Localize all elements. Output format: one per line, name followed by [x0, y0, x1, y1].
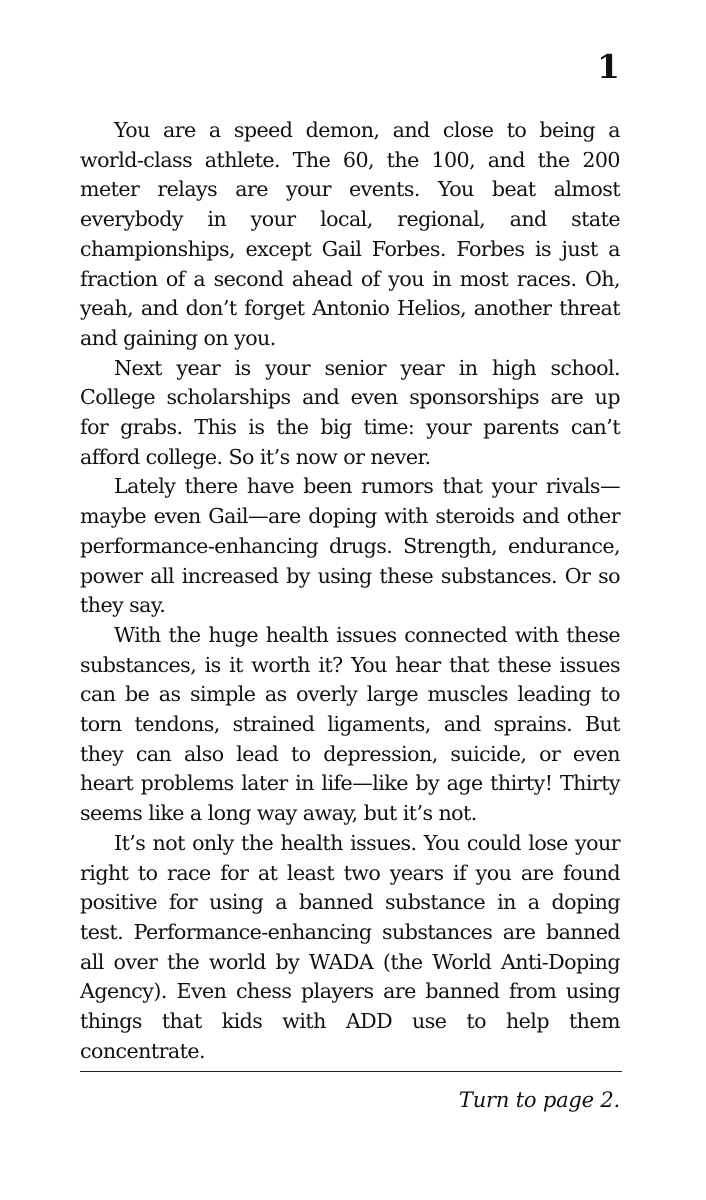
story-paragraph-1: You are a speed demon, and close to being a world-class athlete. The 60, the 100, and the 200 meter relays are your events. You beat almost everybody in your local, regional, and state championships, except Gail Forbes. Forbes is just a fraction of a second ahead of you in most races. Oh, yeah, and don’t forget Antonio Helios, another threat and gaining on you.: [80, 118, 620, 350]
turn-to-page-link[interactable]: Turn to page 2.: [458, 1088, 620, 1112]
story-paragraph-5: It’s not only the health issues. You could lose your right to race for at least two years if you are found positive for using a banned substance in a doping test. Performance-enhancing substances are banned all over the world by WADA (the World Anti-Doping Agency). Even chess players are banned from using things that kids with ADD use to help them concentrate.: [80, 830, 620, 1063]
story-text: [80, 116, 620, 1067]
story-paragraph-4: With the huge health issues connected with these substances, is it worth it? You hear that these issues can be as simple as overly large muscles leading to torn tendons, strained ligaments, and sprains. But they can also lead to depression, suicide, or even heart problems later in life—like by age thirty! Thirty seems like a long way away, but it’s not.: [80, 622, 620, 826]
page-number: 1: [597, 47, 620, 86]
story-paragraph-2: Next year is your senior year in high school. College scholarships and even sponsorships are up for grabs. This is the big time: your parents can’t afford college. So it’s now or never.: [80, 355, 620, 469]
divider-rule: [80, 1071, 622, 1072]
story-paragraph-3: Lately there have been rumors that your rivals—maybe even Gail—are doping with steroids and other performance-enhancing drugs. Strength, endurance, power all increased by using these substances. Or so they say.: [80, 474, 620, 618]
